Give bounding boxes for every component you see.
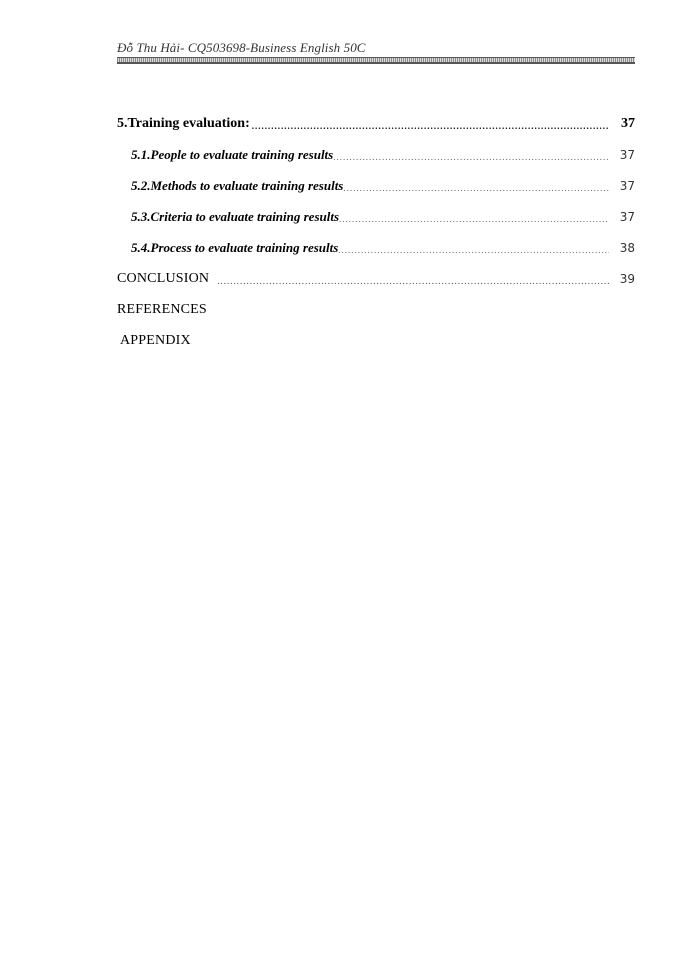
toc-entry-page: 37: [621, 115, 635, 131]
toc-entry-page: 37: [619, 147, 635, 162]
toc-entry-title: 5.1.People to evaluate training results: [131, 146, 334, 162]
toc-entry-criteria-to-evaluate: [117, 201, 635, 232]
toc-entry-title: 5.4.Process to evaluate training results: [131, 239, 339, 255]
toc-leader-dots: [252, 121, 609, 131]
toc-entry-page: 38: [619, 240, 635, 255]
toc-entry-page: 37: [619, 209, 635, 224]
toc-entry-methods-to-evaluate: [117, 170, 635, 201]
toc-entry-title: APPENDIX: [120, 332, 191, 348]
toc-entry-page: 39: [619, 271, 635, 286]
page-header: [117, 40, 635, 64]
toc-entry-title: 5.2.Methods to evaluate training results: [131, 177, 344, 193]
toc-entry-references: [117, 294, 635, 325]
toc-leader-dots: [339, 214, 609, 224]
table-of-contents: [117, 108, 635, 356]
toc-leader-dots: [217, 276, 609, 286]
toc-entry-title: CONCLUSION: [117, 270, 210, 286]
toc-entry-people-to-evaluate: [117, 139, 635, 170]
toc-entry-conclusion: [117, 263, 635, 294]
header-rule: [117, 57, 635, 64]
toc-entry-training-evaluation: [117, 108, 635, 139]
toc-entry-page: 37: [619, 178, 635, 193]
toc-leader-dots: [343, 183, 609, 193]
toc-entry-process-to-evaluate: [117, 232, 635, 263]
toc-entry-appendix: [117, 325, 635, 356]
toc-entry-title: 5.3.Criteria to evaluate training results: [131, 208, 340, 224]
toc-entry-title: REFERENCES: [117, 301, 207, 317]
toc-leader-dots: [338, 245, 609, 255]
header-text: Đỗ Thu Hải- CQ503698-Business English 50C: [117, 40, 366, 55]
toc-leader-dots: [333, 152, 609, 162]
toc-entry-title: 5.Training evaluation:: [117, 115, 250, 131]
